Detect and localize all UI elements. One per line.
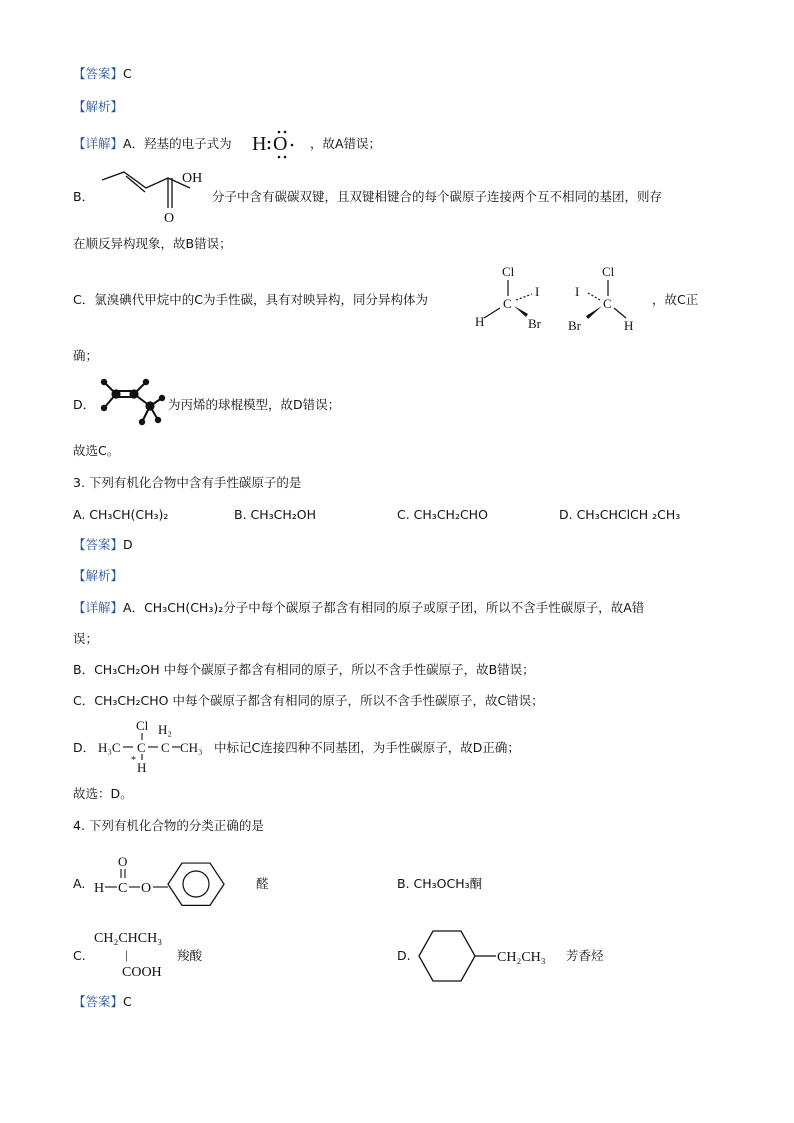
answer-value: C	[123, 994, 132, 1009]
q3-d-text: 中标记C连接四种不同基团，为手性碳原子，故D正确；	[214, 740, 520, 755]
svg-text:CH₂CH₃: CH₂CH₃	[497, 950, 546, 965]
q4-c-class: 羧酸	[177, 948, 203, 963]
q3-option-b: B. CH₃CH₂OH	[234, 507, 317, 522]
q2-c-text2: 确；	[73, 348, 99, 363]
svg-text:H: H	[475, 314, 485, 329]
enantiomer-right	[568, 264, 633, 333]
q2-b-text: 分子中含有碳碳双键，且双键相键合的每个碳原子连接两个互不相同的基团，则存	[212, 189, 663, 204]
q2-a-pre: A．羟基的电子式为	[123, 136, 232, 151]
svg-text:C: C	[603, 296, 612, 311]
svg-text:O: O	[118, 854, 128, 869]
enantiomer-left	[475, 264, 542, 331]
svg-text:Br: Br	[568, 318, 581, 333]
svg-text:C: C	[118, 881, 128, 896]
q2-answer-line	[73, 66, 132, 82]
svg-text:H₃C: H₃C	[98, 740, 121, 755]
svg-text:Br: Br	[528, 316, 541, 331]
q3-stem: 3. 下列有机化合物中含有手性碳原子的是	[73, 475, 302, 490]
answer-value: D	[123, 537, 133, 552]
q3-b-text: B．CH₃CH₂OH 中每个碳原子都含有相同的原子，所以不含手性碳原子，故B错误；	[73, 662, 535, 677]
svg-text:H: H	[137, 760, 147, 774]
svg-text:|: |	[125, 947, 128, 962]
label-oh: OH	[182, 171, 203, 186]
svg-text:Cl: Cl	[502, 264, 515, 279]
svg-text:C: C	[161, 740, 170, 755]
hydroxyl-electron-formula	[250, 128, 305, 160]
chlorobutane-structure	[96, 716, 214, 774]
q2-d-label: D．	[73, 397, 96, 412]
detail-tag: 【详解】	[73, 600, 124, 615]
q3-d-label: D．	[73, 740, 96, 755]
svg-text:H: H	[624, 318, 634, 333]
q2-b-label: B．	[73, 189, 95, 204]
answer-tag: 【答案】	[73, 994, 124, 1009]
svg-text:H₂: H₂	[158, 722, 172, 737]
ethylcyclohexane-structure	[416, 928, 566, 984]
q2-c-post: ，故C正	[652, 292, 699, 307]
q4-d-label: D.	[397, 948, 411, 963]
svg-text:Cl: Cl	[136, 718, 149, 733]
q2-analysis-tag: 【解析】	[73, 99, 124, 114]
answer-value: C	[123, 66, 132, 81]
q4-c-label: C.	[73, 948, 86, 963]
q3-option-d: D. CH₃CHClCH ₂CH₃	[559, 507, 681, 522]
svg-text:I: I	[575, 284, 580, 299]
q4-d-class: 芳香烃	[566, 948, 604, 963]
propene-ball-stick-model	[96, 376, 170, 428]
q4-stem: 4. 下列有机化合物的分类正确的是	[73, 818, 264, 833]
q4-a-class: 醛	[256, 876, 269, 891]
q3-option-a: A. CH₃CH(CH₃)₂	[73, 507, 169, 522]
q3-detail-a	[73, 600, 644, 616]
q3-a-text2: 误；	[73, 631, 99, 646]
q2-c-text: C．氯溴碘代甲烷中的C为手性碳，具有对映异构，同分异构体为	[73, 292, 428, 307]
q3-answer-line	[73, 537, 133, 553]
q4-a-label: A.	[73, 876, 86, 891]
svg-text:CH₂CHCH₃: CH₂CHCH₃	[94, 931, 163, 946]
phenyl-formate-structure	[90, 852, 260, 908]
svg-text:O: O	[141, 881, 152, 896]
q3-conclusion: 故选：D。	[73, 786, 133, 801]
svg-text:*: *	[131, 755, 136, 766]
q2-detail-a	[73, 136, 232, 152]
q2-d-text: 为丙烯的球棍模型，故D错误；	[168, 397, 341, 412]
q3-c-text: C．CH₃CH₂CHO 中每个碳原子都含有相同的原子，所以不含手性碳原子，故C错误；	[73, 693, 544, 708]
svg-text:CH₃: CH₃	[180, 740, 203, 755]
label-o: O	[164, 211, 175, 224]
svg-text:I: I	[535, 284, 540, 299]
svg-text:H: H	[94, 881, 105, 896]
q3-a-text: A．CH₃CH(CH₃)₂分子中每个碳原子都含有相同的原子或原子团，所以不含手性碳原子，故A错	[123, 600, 645, 615]
answer-tag: 【答案】	[73, 537, 124, 552]
svg-text:C: C	[503, 296, 512, 311]
q4-option-b: B. CH₃OCH₃酮	[397, 876, 483, 891]
answer-tag: 【答案】	[73, 66, 124, 81]
acid-structure	[92, 926, 182, 980]
svg-text:Cl: Cl	[602, 264, 615, 279]
q4-answer-line	[73, 994, 132, 1010]
svg-text:C: C	[137, 740, 146, 755]
svg-text:COOH: COOH	[122, 965, 162, 980]
crotonic-acid-structure	[98, 166, 210, 224]
atom-o: O	[273, 133, 288, 155]
atom-h: H	[252, 133, 267, 155]
q3-analysis-tag: 【解析】	[73, 568, 124, 583]
detail-tag: 【详解】	[73, 136, 124, 151]
chiral-enantiomers	[472, 262, 652, 334]
q2-conclusion: 故选C。	[73, 443, 120, 458]
q2-a-post: ，故A错误；	[310, 136, 382, 151]
q2-b-text2: 在顺反异构现象，故B错误；	[73, 236, 232, 251]
q3-option-c: C. CH₃CH₂CHO	[397, 507, 488, 522]
